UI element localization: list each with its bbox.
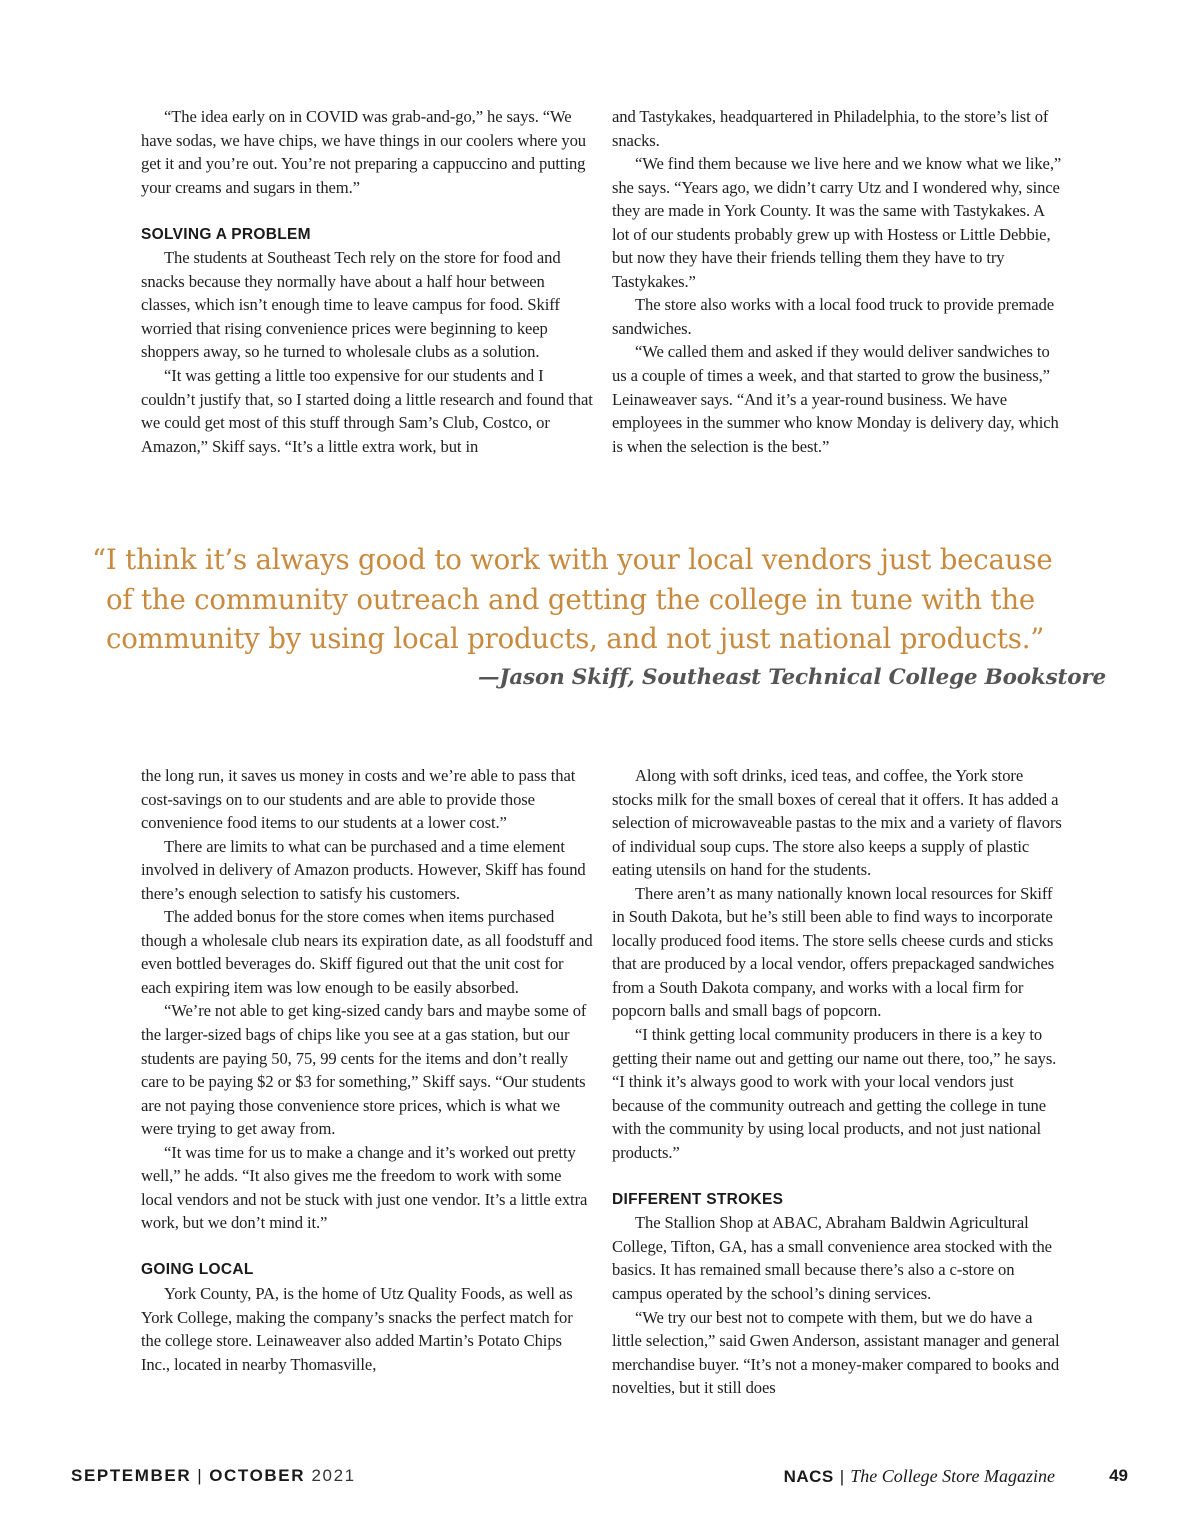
paragraph: The Stallion Shop at ABAC, Abraham Baldwin Agricultural College, Tifton, GA, has a small convenience area stocked with the basics. It has remained small because there’s also a c-store on campus operated by the school’s dining services. xyxy=(612,1213,1052,1303)
issue-month-start: SEPTEMBER xyxy=(71,1466,192,1485)
paragraph: “It was time for us to make a change and it’s worked out pretty well,” he adds. “It also gives me the freedom to work with some local vendors and not be stuck with just one vendor. It’s a little extra work, but we don’t mind it.” xyxy=(141,1142,588,1233)
article-column-4 xyxy=(612,764,1064,1400)
paragraph: “We try our best not to compete with them, but we do have a little selection,” said Gwen Anderson, assistant manager and general merchandise buyer. “It’s not a money-maker compared to books and novelties, but it still does xyxy=(612,1307,1060,1398)
paragraph: There are limits to what can be purchased and a time element involved in delivery of Amazon products. However, Skiff has found there’s enough selection to satisfy his customers. xyxy=(141,836,586,903)
paragraph: There aren’t as many nationally known local resources for Skiff in South Dakota, but he’s still been able to find ways to incorporate locally produced food items. The store sells cheese curds and sticks that are produced by a local vendor, offers prepackaged sandwiches from a South Dakota company, and works with a local firm for popcorn balls and small bags of popcorn. xyxy=(612,883,1055,1021)
paragraph: “The idea early on in COVID was grab-and-go,” he says. “We have sodas, we have chips, we have things in our coolers where you get it and you’re out. You’re not preparing a cappuccino and putting your creams and sugars in them.” xyxy=(141,107,586,197)
paragraph: “It was getting a little too expensive for our students and I couldn’t justify that, so I started doing a little research and found that we could get most of this stuff through Sam’s Club, Costco, or Amazon,” Skiff says. “It’s a little extra work, but in xyxy=(141,365,593,456)
paragraph: “We find them because we live here and we know what we like,” she says. “Years ago, we didn’t carry Utz and I wondered why, since they are made in York County. It was the same with Tastykakes. A lot of our students probably grew up with Hostess or Little Debbie, but now they have their friends telling them they have to try Tastykakes.” xyxy=(612,154,1062,291)
separator: | xyxy=(839,1467,845,1486)
separator: | xyxy=(197,1466,204,1485)
section-heading: SOLVING A PROBLEM xyxy=(141,225,311,243)
paragraph: Along with soft drinks, iced teas, and coffee, the York store stocks milk for the small boxes of cereal that it offers. It has added a selection of microwaveable pastas to the mix and a variety of flavors of individual soup cups. The store also keeps a supply of plastic eating utensils on hand for the students. xyxy=(612,766,1062,880)
pull-quote-line: community by using local products, and not just national products.” xyxy=(106,622,1045,655)
article-column-1 xyxy=(141,105,593,458)
issue-month-end: OCTOBER xyxy=(209,1466,306,1485)
article-column-3 xyxy=(141,764,593,1376)
pull-quote xyxy=(92,540,1122,659)
paragraph: York County, PA, is the home of Utz Quality Foods, as well as York College, making the company’s snacks the perfect match for the college store. Leinaweaver also added Martin’s Potato Chips Inc., located in nearby Thomasville, xyxy=(141,1283,573,1374)
magazine-title: The College Store Magazine xyxy=(850,1466,1055,1486)
section-heading: DIFFERENT STROKES xyxy=(612,1190,784,1208)
issue-date xyxy=(71,1466,356,1486)
paragraph: and Tastykakes, headquartered in Philadelphia, to the store’s list of snacks. xyxy=(612,107,1049,150)
pull-quote-line: “I think it’s always good to work with your local vendors just because xyxy=(92,543,1053,576)
issue-year: 2021 xyxy=(311,1466,356,1485)
page-number: 49 xyxy=(1109,1466,1128,1485)
section-heading: GOING LOCAL xyxy=(141,1261,254,1279)
paragraph: “We called them and asked if they would deliver sandwiches to us a couple of times a week, and that started to grow the business,” Leinaweaver says. “And it’s a year-round business. We have employees in the summer who know Monday is delivery day, which is when the selection is the best.” xyxy=(612,342,1059,456)
article-column-2 xyxy=(612,105,1062,458)
paragraph: The added bonus for the store comes when items purchased though a wholesale club nears its expiration date, as all foodstuff and even bottled beverages do. Skiff figured out that the unit cost for each expiring item was low enough to be easily absorbed. xyxy=(141,907,593,997)
paragraph: “We’re not able to get king-sized candy bars and maybe some of the larger-sized bags of chips like you see at a gas station, but our students are paying 50, 75, 99 cents for the items and don’t really care to be paying $2 or $3 for something,” Skiff says. “Our students are not paying those convenience store prices, which is what we were trying to get away from. xyxy=(141,1001,587,1139)
publication-name xyxy=(784,1466,1055,1487)
paragraph: the long run, it saves us money in costs and we’re able to pass that cost-savings on to our students and are able to provide those convenience food items to our students at a lower cost.” xyxy=(141,766,576,833)
pull-quote-attribution: —Jason Skiff, Southeast Technical College Bookstore xyxy=(478,665,1106,690)
paragraph: The store also works with a local food truck to provide premade sandwiches. xyxy=(612,295,1055,338)
paragraph: The students at Southeast Tech rely on the store for food and snacks because they normally have about a half hour between classes, which isn’t enough time to leave campus for food. Skiff worried that rising convenience prices were beginning to keep shoppers away, so he turned to wholesale clubs as a solution. xyxy=(141,248,561,362)
pull-quote-line: of the community outreach and getting the college in tune with the xyxy=(106,582,1036,616)
paragraph: “I think getting local community producers in there is a key to getting their name out and getting our name out there, too,” he says. “I think it’s always good to work with your local vendors just because of the community outreach and getting the college in tune with the community by using local products, and not just national products.” xyxy=(612,1025,1057,1162)
org-name: NACS xyxy=(783,1467,834,1486)
